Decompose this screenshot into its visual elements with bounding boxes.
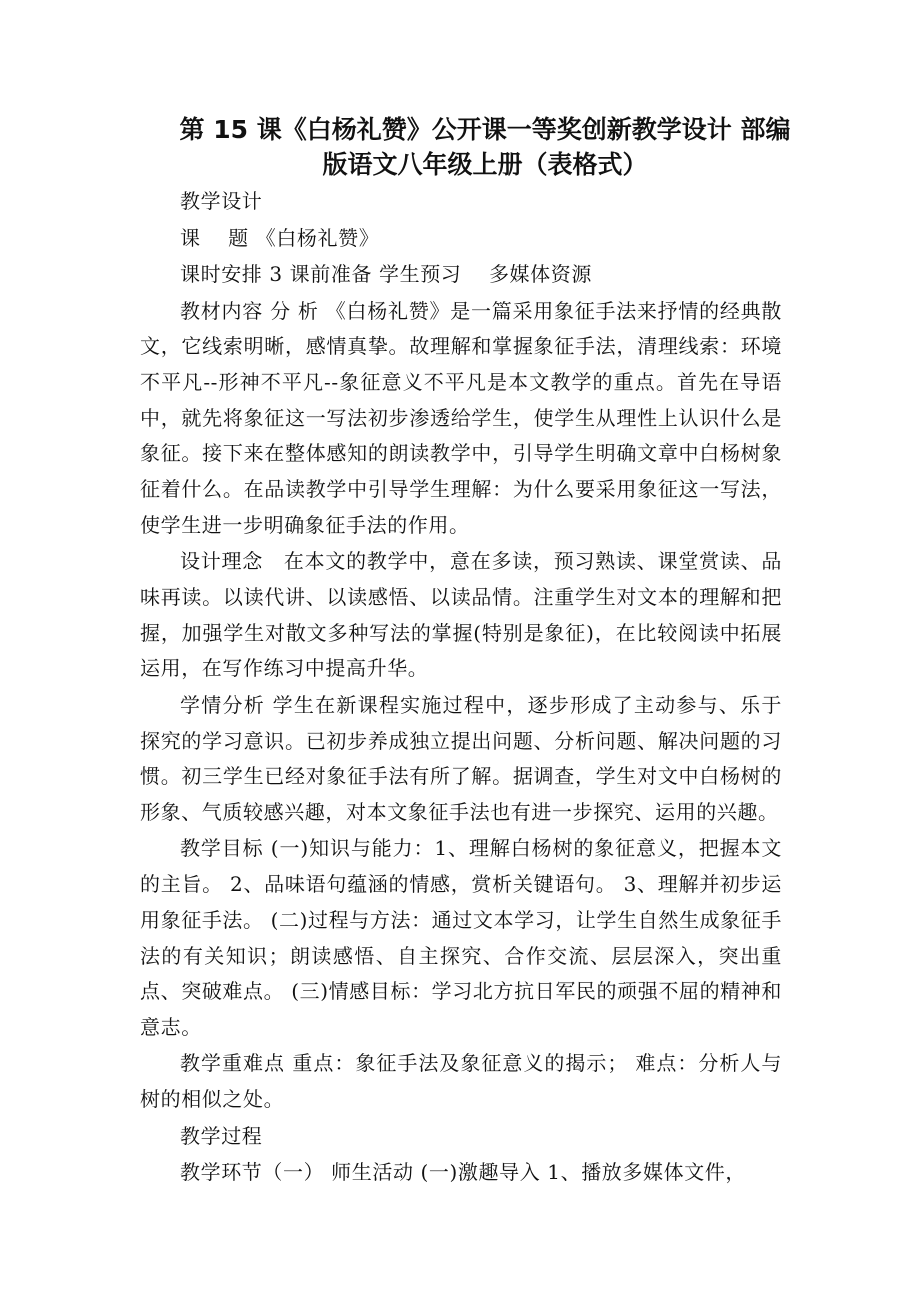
document-title-line-2: 版语文八年级上册（表格式） xyxy=(322,150,648,179)
lesson-schedule-line: 课时安排 3 课前准备 学生预习 多媒体资源 xyxy=(180,262,592,286)
paragraph-key-points: 教学重难点 重点：象征手法及象征意义的揭示； 难点：分析人与树的相似之处。 xyxy=(140,1051,782,1112)
paragraph-teaching-goals: 教学目标 (一)知识与能力：1、理解白杨树的象征意义，把握本文的主旨。 2、品味语句蕴涵的情感，赏析关键语句。 3、理解并初步运用象征手法。 (二)过程与方法：通过文本学习，让学生自然生成象征手法的有关知识；朗读感悟、自主探究、合作交流、层层深入，突出重点、突破难点。 (三)情感目标：学习北方抗日军民的顽强不屈的精神和意志。 xyxy=(140,836,782,1039)
paragraph-student-analysis: 学情分析 学生在新课程实施过程中，逐步形成了主动参与、乐于探究的学习意识。已初步养成独立提出问题、分析问题、解决问题的习惯。初三学生已经对象征手法有所了解。据调查，学生对文中白杨树的形象、气质较感兴趣，对本文象征手法也有进一步探究、运用的兴趣。 xyxy=(140,692,782,824)
paragraph-content-analysis: 教材内容 分 析 《白杨礼赞》是一篇采用象征手法来抒情的经典散文，它线索明晰，感情真挚。故理解和掌握象征手法，清理线索：环境不平凡--形神不平凡--象征意义不平凡是本文教学的重点。首先在导语中，就先将象征这一写法初步渗透给学生，使学生从理性上认识什么是象征。接下来在整体感知的朗读教学中，引导学生明确文章中白杨树象征着什么。在品读教学中引导学生理解：为什么要采用象征这一写法，使学生进一步明确象征手法的作用。 xyxy=(140,298,782,537)
paragraph-design-philosophy: 设计理念 在本文的教学中，意在多读，预习熟读、课堂赏读、品味再读。以读代讲、以读感悟、以读品情。注重学生对文本的理解和把握，加强学生对散文多种写法的掌握(特别是象征)，在比较阅读中拓展运用，在写作练习中提高升华。 xyxy=(140,549,782,681)
section-heading-teaching-process: 教学过程 xyxy=(180,1123,263,1148)
section-heading-teaching-design: 教学设计 xyxy=(180,189,263,213)
paragraph-teaching-step-1: 教学环节（一） 师生活动 (一)激趣导入 1、播放多媒体文件， xyxy=(180,1160,747,1185)
document-body xyxy=(140,184,782,1192)
lesson-topic-line: 课 题 《白杨礼赞》 xyxy=(180,225,380,250)
document-title-line-1: 第 15 课《白杨礼赞》公开课一等奖创新教学设计 部编 xyxy=(179,115,791,144)
